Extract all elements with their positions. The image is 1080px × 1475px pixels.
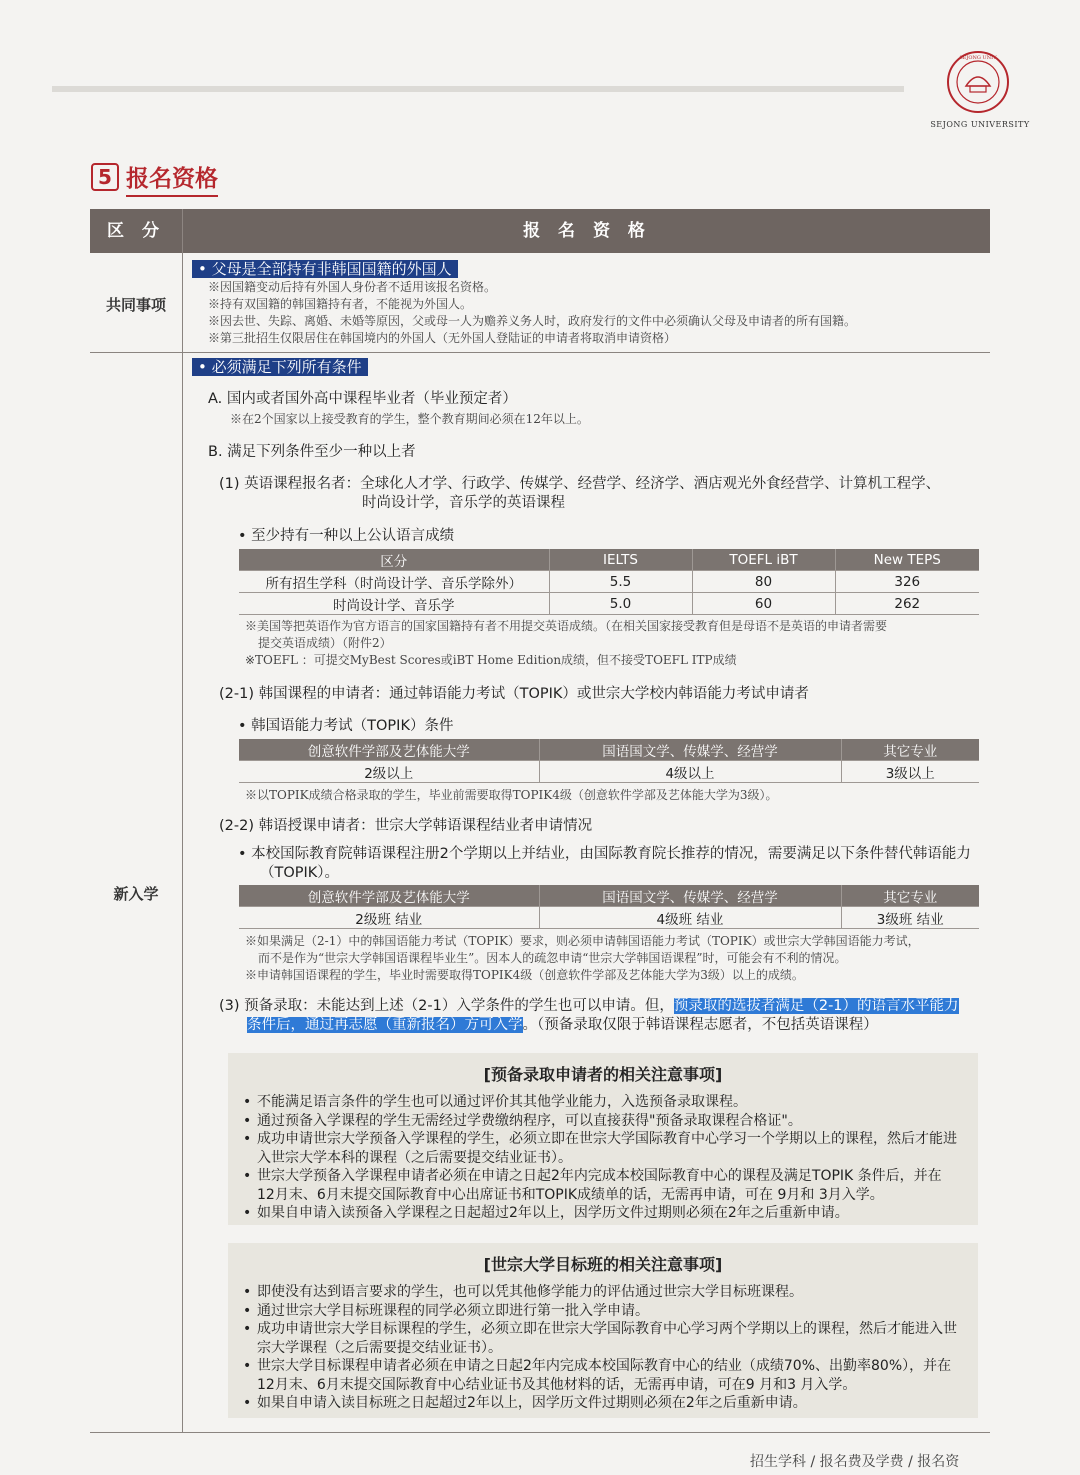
section-number: 5 <box>91 163 119 191</box>
table-header-cell: 区分 <box>239 549 549 571</box>
table-header-row <box>239 885 979 907</box>
table-cell: 60 <box>692 593 835 615</box>
table-header-row <box>239 739 979 761</box>
list-item: • 即使没有达到语言要求的学生，也可以凭其他修学能力的评估通过世宗大学目标班课程。 <box>243 1283 958 1302</box>
table-cell: 5.0 <box>549 593 692 615</box>
course-note: ※申请韩国语课程的学生，毕业时需要取得TOPIK4级（创意软件学部及艺体能大学为3级）以上的成绩。 <box>245 968 804 982</box>
list-item: • 世宗大学预备入学课程申请者必须在申请之日起2年内完成本校国际教育中心的课程及满足TOPIK 条件后，并在12月末、6月末提交国际教育中心出席证书和TOPIK成绩单的话，无需再申请，可在 9月和 3月入学。 <box>243 1167 958 1204</box>
table-header-cell: 国语国文学、传媒学、经营学 <box>539 739 841 761</box>
common-note: ※因国籍变动后持有外国人身份者不适用该报名资格。 <box>208 280 497 294</box>
target-class-notice-box <box>228 1243 978 1418</box>
table-header-cell: 其它专业 <box>841 885 979 907</box>
category-common: 共同事项 <box>105 296 166 314</box>
table-cell: 所有招生学科（时尚设计学、音乐学除外） <box>239 571 549 593</box>
course-notes <box>245 933 985 984</box>
list-item: • 成功申请世宗大学预备入学课程的学生，必须立即在世宗大学国际教育中心学习一个学期以上的课程，然后才能进入世宗大学本科的课程（之后需要提交结业证书）。 <box>243 1130 958 1167</box>
list-item: • 成功申请世宗大学目标课程的学生，必须立即在世宗大学国际教育中心学习两个学期以上的课程，然后才能进入世宗大学课程（之后需要提交结业证书）。 <box>243 1320 958 1357</box>
table-header-cell: 创意软件学部及艺体能大学 <box>239 885 539 907</box>
top-divider <box>52 86 904 92</box>
table-cell: 80 <box>692 571 835 593</box>
prelim-text: 。（预备录取仅限于韩语课程志愿者，不包括英语课程） <box>522 1017 878 1033</box>
english-notes <box>245 618 985 669</box>
condition-a: A. 国内或者国外高中课程毕业者（毕业预定者） <box>208 391 517 407</box>
table-header-cell: TOEFL iBT <box>692 549 835 571</box>
row-divider <box>90 352 990 353</box>
university-name: SEJONG UNIVERSITY <box>930 120 1030 129</box>
common-note: ※持有双国籍的韩国籍持有者，不能视为外国人。 <box>208 297 473 311</box>
table-row <box>239 571 979 593</box>
list-item: • 如果自申请入读预备入学课程之日起超过2年以上，因学历文件过期则必须在2年之后重新申请。 <box>243 1204 958 1223</box>
target-class-notice-title: [世宗大学目标班的相关注意事项] <box>483 1255 723 1274</box>
footer-breadcrumb: 招生学科 / 报名费及学费 / 报名资 <box>750 1454 960 1470</box>
course-table <box>239 885 979 929</box>
svg-text:SEJONG UNIV: SEJONG UNIV <box>959 55 997 61</box>
table-row <box>239 907 979 929</box>
table-row <box>239 593 979 615</box>
preliminary-admission <box>219 997 979 1035</box>
list-item: • 通过预备入学课程的学生无需经过学费缴纳程序，可以直接获得"预备录取课程合格证"。 <box>243 1112 958 1131</box>
condition-a-note: ※在2个国家以上接受教育的学生，整个教育期间必须在12年以上。 <box>230 412 589 426</box>
table-cell: 3级以上 <box>841 761 979 783</box>
table-header-cell: 国语国文学、传媒学、经营学 <box>539 885 841 907</box>
prelim-highlight: 条件后，通过再志愿（重新报名）方可入学 <box>247 1017 523 1033</box>
table-cell: 326 <box>835 571 979 593</box>
table-header-cell: 其它专业 <box>841 739 979 761</box>
course-bullet-line2: （TOPIK）。 <box>260 865 340 881</box>
korean-course-title: (2-1) 韩国课程的申请者：通过韩语能力考试（TOPIK）或世宗大学校内韩语能力考试申请者 <box>219 686 809 702</box>
table-cell: 2级以上 <box>239 761 539 783</box>
common-note: ※因去世、失踪、离婚、未婚等原因，父或母一人为赡养义务人时，政府发行的文件中必须确认父母及申请者的所有国籍。 <box>208 314 857 328</box>
table-cell: 2级班 结业 <box>239 907 539 929</box>
english-course-line2: 时尚设计学，音乐学的英语课程 <box>362 495 565 511</box>
section-title: 报名资格 <box>126 160 218 197</box>
header-category: 区 分 <box>107 221 165 241</box>
preliminary-notice-box <box>228 1053 978 1225</box>
english-note: ※TOEFL ：可提交MyBest Scores或iBT Home Edition成绩，但不接受TOEFL ITP成绩 <box>245 653 737 667</box>
column-divider <box>182 253 183 1433</box>
prelim-text: (3) 预备录取：未能达到上述（2-1）入学条件的学生也可以申请。但， <box>219 998 674 1014</box>
common-note: ※第三批招生仅限居住在韩国境内的外国人（无外国人登陆证的申请者将取消申请资格） <box>208 331 677 345</box>
common-heading-text: 父母是全部持有非韩国国籍的外国人 <box>211 260 452 278</box>
table-bottom-line <box>90 1432 990 1433</box>
table-row <box>239 761 979 783</box>
table-cell: 时尚设计学、音乐学 <box>239 593 549 615</box>
condition-b: B. 满足下列条件至少一种以上者 <box>208 444 416 460</box>
course-note: 而不是作为“世宗大学韩国语课程毕业生”。因本人的疏忽申请“世宗大学韩国语课程”时，可能会有不利的情况。 <box>258 951 847 965</box>
category-new: 新入学 <box>113 885 159 903</box>
common-notes <box>208 279 978 347</box>
table-header-row <box>239 549 979 571</box>
list-item: • 不能满足语言条件的学生也可以通过评价其其他学业能力，入选预备录取课程。 <box>243 1093 958 1112</box>
list-item: • 世宗大学目标课程申请者必须在申请之日起2年内完成本校国际教育中心的结业（成绩70%、出勤率80%），并在12月末、6月末提交国际教育中心结业证书及其他材料的话，无需再申请，可在9 月和3 月入学。 <box>243 1357 958 1394</box>
preliminary-notice-title: [预备录取申请者的相关注意事项] <box>483 1065 723 1084</box>
english-score-table <box>239 549 979 615</box>
topik-note: ※以TOPIK成绩合格录取的学生，毕业前需要取得TOPIK4级（创意软件学部及艺体能大学为3级）。 <box>245 788 778 802</box>
english-note: 提交英语成绩）（附件2） <box>258 636 392 650</box>
common-heading: • 父母是全部持有非韩国国籍的外国人 <box>192 260 458 278</box>
topik-table <box>239 739 979 783</box>
new-heading: • 必须满足下列所有条件 <box>192 358 368 376</box>
table-cell: 4级班 结业 <box>539 907 841 929</box>
table-cell: 3级班 结业 <box>841 907 979 929</box>
header-qualification: 报 名 资 格 <box>182 209 991 253</box>
table-header-cell: IELTS <box>549 549 692 571</box>
course-note: ※如果满足（2-1）中的韩国语能力考试（TOPIK）要求，则必须申请韩国语能力考试（TOPIK）或世宗大学韩国语能力考试， <box>245 934 920 948</box>
english-bullet: • 至少持有一种以上公认语言成绩 <box>238 528 455 544</box>
preliminary-notice-list <box>243 1093 958 1223</box>
table-header <box>90 209 990 253</box>
prelim-highlight: 预录取的选拔者满足（2-1）的语言水平能力 <box>673 998 959 1014</box>
course-bullet-line1: • 本校国际教育院韩语课程注册2个学期以上并结业，由国际教育院长推荐的情况，需要满足以下条件替代韩语能力 <box>238 846 971 862</box>
topik-bullet: • 韩国语能力考试（TOPIK）条件 <box>238 718 454 734</box>
table-cell: 4级以上 <box>539 761 841 783</box>
new-heading-text: 必须满足下列所有条件 <box>211 358 362 376</box>
table-cell: 262 <box>835 593 979 615</box>
english-note: ※美国等把英语作为官方语言的国家国籍持有者不用提交英语成绩。（在相关国家接受教育但是母语不是英语的申请者需要 <box>245 619 888 633</box>
target-class-notice-list <box>243 1283 958 1413</box>
list-item: • 通过世宗大学目标班课程的同学必须立即进行第一批入学申请。 <box>243 1302 958 1321</box>
korean-lang-course-title: (2-2) 韩语授课申请者：世宗大学韩语课程结业者申请情况 <box>219 818 593 834</box>
table-header-cell: New TEPS <box>835 549 979 571</box>
list-item: • 如果自申请入读目标班之日起超过2年以上，因学历文件过期则必须在2年之后重新申请。 <box>243 1394 958 1413</box>
table-cell: 5.5 <box>549 571 692 593</box>
table-header-cell: 创意软件学部及艺体能大学 <box>239 739 539 761</box>
english-course-line1: (1) 英语课程报名者：全球化人才学、行政学、传媒学、经营学、经济学、酒店观光外食经营学、计算机工程学、 <box>219 476 941 492</box>
university-seal-logo <box>946 50 1010 114</box>
